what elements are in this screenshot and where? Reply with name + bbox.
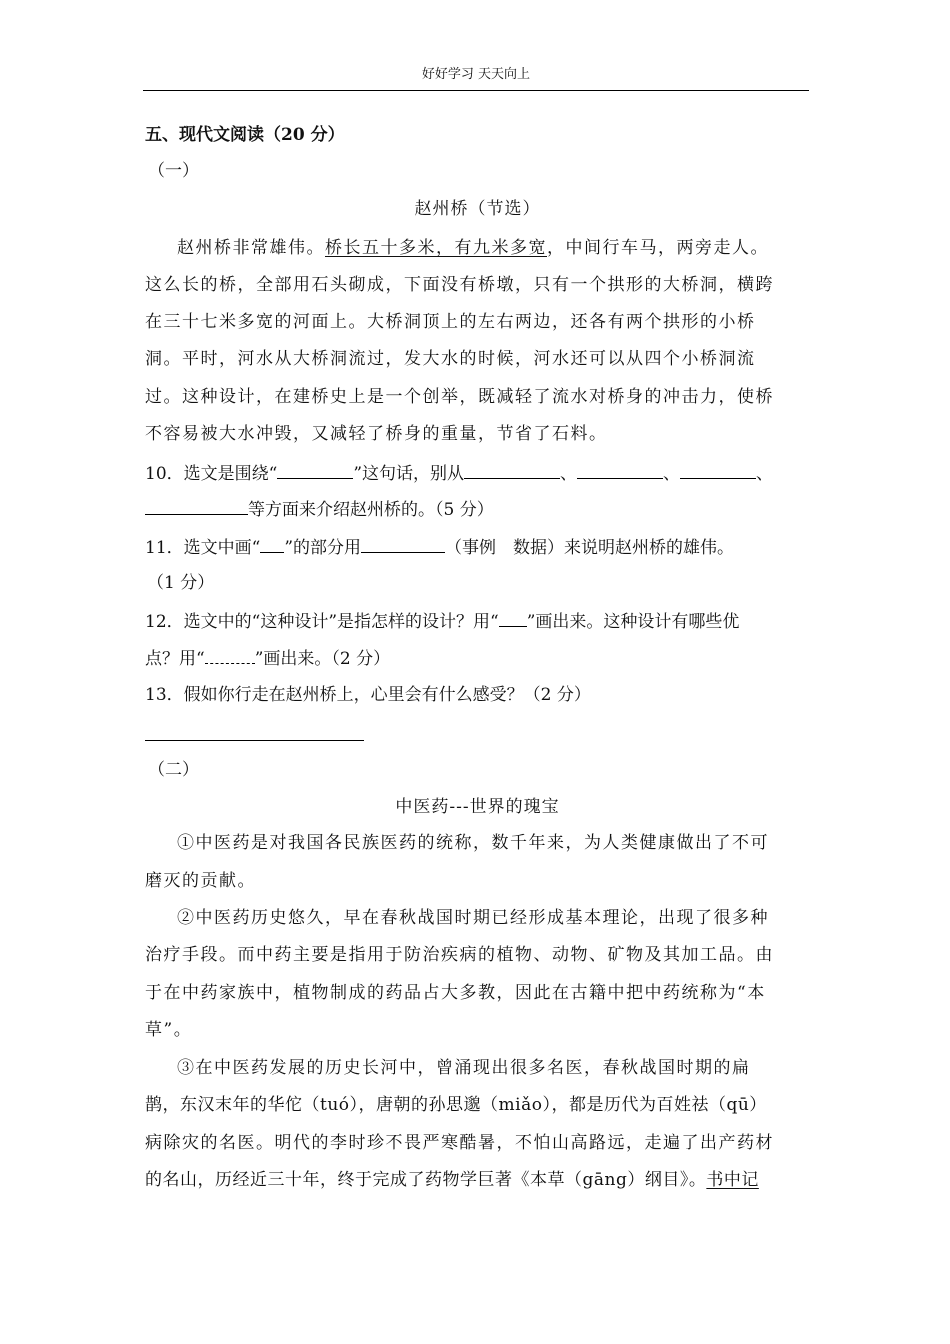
q13-answer-line[interactable] bbox=[145, 740, 364, 741]
passage1-line-5: 过。这种设计，在建桥史上是一个创举，既减轻了流水对桥身的冲击力，使桥 bbox=[145, 387, 774, 407]
passage2-underlined-text: 书中记 bbox=[706, 1170, 759, 1190]
passage1-underlined-data: 桥长五十多米，有九米多宽 bbox=[325, 238, 547, 258]
passage1-line-2: 这么长的桥，全部用石头砌成，下面没有桥墩，只有一个拱形的大桥洞，横跨 bbox=[145, 275, 774, 295]
q10-sep-3: 、 bbox=[756, 464, 774, 484]
q12-text-c: 点？用“ bbox=[145, 649, 205, 669]
q10-sep-1: 、 bbox=[560, 464, 578, 484]
passage2-line-10-start: 的名山，历经近三十年，终于完成了药物学巨著《本草（gāng）纲目》。 bbox=[145, 1170, 707, 1190]
passage2-title: 中医药---世界的瑰宝 bbox=[395, 797, 560, 817]
q12-underline-sample-straight bbox=[499, 610, 527, 627]
q11-underline-sample bbox=[260, 536, 284, 553]
question-10-cont bbox=[145, 498, 810, 521]
passage2-line-8: 鹊，东汉末年的华佗（tuó），唐朝的孙思邈（miǎo），都是历代为百姓祛（qū） bbox=[145, 1095, 767, 1115]
part1-label: （一） bbox=[148, 161, 199, 181]
passage2-line-2: 磨灭的贡献。 bbox=[145, 871, 256, 891]
question-12 bbox=[145, 610, 810, 633]
q10-text-b: ”这句话，别从 bbox=[353, 464, 465, 484]
q12-underline-sample-dashed bbox=[205, 647, 255, 664]
q10-text-c: 等方面来介绍赵州桥的。（5 分） bbox=[248, 500, 494, 520]
passage2-line-10 bbox=[145, 1169, 810, 1191]
q10-blank-3[interactable] bbox=[680, 462, 756, 479]
passage2-line-3: ②中医药历史悠久，早在春秋战国时期已经形成基本理论，出现了很多种 bbox=[177, 908, 769, 928]
passage2-line-1: ①中医药是对我国各民族医药的统称，数千年来，为人类健康做出了不可 bbox=[177, 833, 769, 853]
q12-text-d: ”画出来。（2 分） bbox=[254, 649, 391, 669]
passage2-line-4: 治疗手段。而中药主要是指用于防治疾病的植物、动物、矿物及其加工品。由 bbox=[145, 945, 774, 965]
question-11-score: （1 分） bbox=[147, 573, 215, 593]
q10-blank-1[interactable] bbox=[464, 462, 560, 479]
q10-sep-2: 、 bbox=[663, 464, 681, 484]
q10-text-a: 10．选文是围绕“ bbox=[145, 464, 278, 484]
section-title: 五、现代文阅读（20 分） bbox=[145, 125, 345, 145]
passage2-line-5: 于在中药家族中，植物制成的药品占大多教，因此在古籍中把中药统称为“本 bbox=[145, 983, 766, 1003]
q12-text-a: 12．选文中的“这种设计”是指怎样的设计？用“ bbox=[145, 612, 499, 632]
q11-text-a: 11．选文中画“ bbox=[145, 538, 261, 558]
q10-blank-2[interactable] bbox=[577, 462, 663, 479]
question-13: 13．假如你行走在赵州桥上，心里会有什么感受？（2 分） bbox=[145, 685, 591, 705]
question-10 bbox=[145, 462, 810, 485]
q10-blank-main-sentence[interactable] bbox=[277, 462, 353, 479]
passage1-line-3: 在三十七米多宽的河面上。大桥洞顶上的左右两边，还各有两个拱形的小桥 bbox=[145, 312, 756, 332]
part2-label: （二） bbox=[148, 760, 199, 780]
question-12-cont bbox=[145, 647, 810, 670]
q11-blank[interactable] bbox=[361, 536, 445, 553]
passage2-line-9: 病除灾的名医。明代的李时珍不畏严寒酷暑，不怕山高路远，走遍了出产药材 bbox=[145, 1133, 774, 1153]
q11-text-c: （事例 数据）来说明赵州桥的雄伟。 bbox=[445, 538, 735, 558]
question-11 bbox=[145, 536, 810, 559]
q12-text-b: ”画出来。这种设计有哪些优 bbox=[526, 612, 740, 632]
passage1-line-1 bbox=[145, 237, 810, 259]
passage2-line-6: 草”。 bbox=[145, 1020, 193, 1040]
passage2-line-7: ③在中医药发展的历史长河中，曾涌现出很多名医，春秋战国时期的扁 bbox=[177, 1058, 751, 1078]
passage1-line-1-end: ，中间行车马，两旁走人。 bbox=[547, 238, 769, 258]
passage1-line-1-start: 赵州桥非常雄伟。 bbox=[177, 238, 325, 258]
q10-blank-4[interactable] bbox=[145, 498, 248, 515]
passage1-line-6: 不容易被大水冲毁，又减轻了桥身的重量，节省了石料。 bbox=[145, 424, 608, 444]
passage1-line-4: 洞。平时，河水从大桥洞流过，发大水的时候，河水还可以从四个小桥洞流 bbox=[145, 349, 756, 369]
q11-text-b: ”的部分用 bbox=[284, 538, 362, 558]
passage1-title: 赵州桥（节选） bbox=[414, 199, 541, 219]
page-header: 好好学习 天天向上 bbox=[143, 66, 809, 91]
